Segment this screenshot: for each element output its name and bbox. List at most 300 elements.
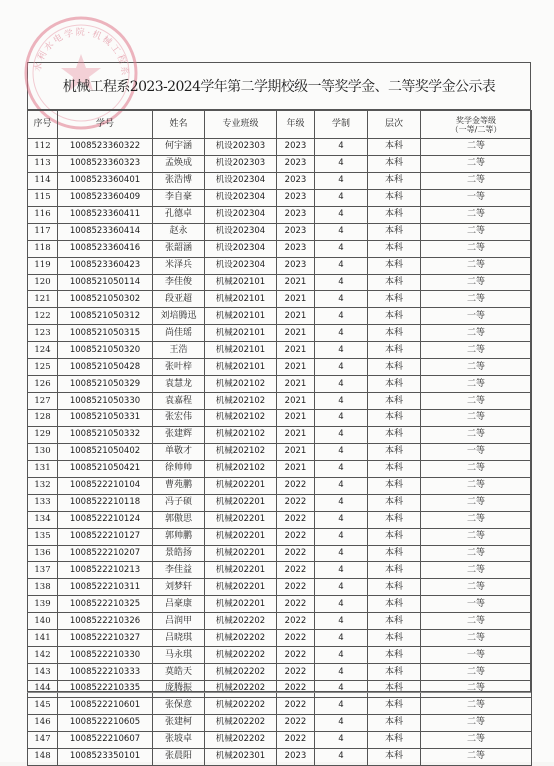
cell-index: 138 [28, 579, 58, 596]
cell-index: 129 [28, 426, 58, 443]
cell-class: 机械202101 [205, 308, 277, 325]
cell-index: 135 [28, 528, 58, 545]
cell-name: 郭傲思 [153, 511, 205, 528]
cell-award: 二等 [421, 731, 532, 748]
cell-name: 张保意 [153, 697, 205, 714]
cell-years: 4 [315, 562, 368, 579]
cell-index: 122 [28, 308, 58, 325]
cell-index: 136 [28, 545, 58, 562]
cell-years: 4 [315, 731, 368, 748]
cell-award: 二等 [421, 325, 532, 342]
cell-years: 4 [315, 443, 368, 460]
cell-name: 张建辉 [153, 426, 205, 443]
cell-years: 4 [315, 477, 368, 494]
cell-name: 张晨阳 [153, 748, 205, 765]
cell-class: 机械202102 [205, 376, 277, 393]
table-row [28, 139, 532, 156]
cell-years: 4 [315, 240, 368, 257]
table-row [28, 410, 532, 427]
cell-award: 二等 [421, 579, 532, 596]
cell-years: 4 [315, 291, 368, 308]
cell-class: 机械202201 [205, 511, 277, 528]
cell-years: 4 [315, 545, 368, 562]
cell-years: 4 [315, 172, 368, 189]
cell-award: 二等 [421, 528, 532, 545]
cell-class: 机械202102 [205, 426, 277, 443]
cell-level: 本科 [368, 291, 421, 308]
cell-student-id: 1008522210311 [58, 579, 153, 596]
cell-level: 本科 [368, 426, 421, 443]
cell-award: 二等 [421, 291, 532, 308]
cell-grade: 2021 [277, 376, 315, 393]
cell-name: 袁嘉程 [153, 393, 205, 410]
cell-class: 机设202303 [205, 139, 277, 156]
table-row [28, 697, 532, 714]
cell-award: 二等 [421, 274, 532, 291]
table-row [28, 443, 532, 460]
cell-class: 机械202201 [205, 545, 277, 562]
cell-years: 4 [315, 189, 368, 206]
cell-class: 机械202101 [205, 342, 277, 359]
cell-student-id: 1008522210327 [58, 630, 153, 647]
cell-name: 张宏伟 [153, 410, 205, 427]
cell-grade: 2022 [277, 647, 315, 664]
cell-grade: 2021 [277, 359, 315, 376]
cell-award: 二等 [421, 426, 532, 443]
cell-level: 本科 [368, 189, 421, 206]
cell-award: 二等 [421, 172, 532, 189]
cell-class: 机械202301 [205, 748, 277, 765]
cell-student-id: 1008522210325 [58, 596, 153, 613]
cell-grade: 2022 [277, 477, 315, 494]
table-row [28, 257, 532, 274]
cell-index: 144 [28, 681, 58, 698]
cell-student-id: 1008521050428 [58, 359, 153, 376]
cell-years: 4 [315, 511, 368, 528]
table-row [28, 681, 532, 698]
cell-class: 机械202202 [205, 697, 277, 714]
cell-level: 本科 [368, 647, 421, 664]
cell-award: 二等 [421, 748, 532, 765]
cell-name: 张建柯 [153, 714, 205, 731]
cell-award: 二等 [421, 460, 532, 477]
cell-grade: 2021 [277, 393, 315, 410]
header-index: 序号 [28, 111, 58, 139]
header-name: 姓名 [153, 111, 205, 139]
cell-student-id: 1008522210104 [58, 477, 153, 494]
cell-name: 庞腾振 [153, 681, 205, 698]
cell-years: 4 [315, 494, 368, 511]
cell-level: 本科 [368, 714, 421, 731]
cell-class: 机设202304 [205, 223, 277, 240]
cell-name: 景皓扬 [153, 545, 205, 562]
cell-student-id: 1008523360401 [58, 172, 153, 189]
cell-level: 本科 [368, 359, 421, 376]
table-row [28, 664, 532, 681]
cell-student-id: 1008521050315 [58, 325, 153, 342]
table-row [28, 596, 532, 613]
cell-index: 123 [28, 325, 58, 342]
cell-years: 4 [315, 714, 368, 731]
cell-index: 131 [28, 460, 58, 477]
cell-name: 莫皓天 [153, 664, 205, 681]
cell-grade: 2022 [277, 545, 315, 562]
cell-award: 二等 [421, 613, 532, 630]
table-row [28, 460, 532, 477]
table-row [28, 172, 532, 189]
table-row [28, 477, 532, 494]
cell-index: 121 [28, 291, 58, 308]
header-class: 专业班级 [205, 111, 277, 139]
table-header-row [28, 111, 532, 139]
cell-award: 二等 [421, 410, 532, 427]
table-row [28, 579, 532, 596]
cell-years: 4 [315, 325, 368, 342]
cell-index: 139 [28, 596, 58, 613]
cell-index: 141 [28, 630, 58, 647]
cell-class: 机械202201 [205, 562, 277, 579]
cell-years: 4 [315, 613, 368, 630]
cell-index: 137 [28, 562, 58, 579]
cell-student-id: 1008523360416 [58, 240, 153, 257]
cell-award: 一等 [421, 647, 532, 664]
cell-name: 吕晓琪 [153, 630, 205, 647]
cell-grade: 2022 [277, 681, 315, 698]
cell-grade: 2021 [277, 291, 315, 308]
cell-student-id: 1008522210330 [58, 647, 153, 664]
cell-level: 本科 [368, 630, 421, 647]
cell-grade: 2022 [277, 494, 315, 511]
cell-years: 4 [315, 257, 368, 274]
cell-index: 112 [28, 139, 58, 156]
cell-name: 袁慧龙 [153, 376, 205, 393]
cell-level: 本科 [368, 410, 421, 427]
cell-class: 机械202102 [205, 460, 277, 477]
cell-level: 本科 [368, 748, 421, 765]
cell-level: 本科 [368, 697, 421, 714]
table-row [28, 562, 532, 579]
cell-index: 117 [28, 223, 58, 240]
cell-grade: 2022 [277, 731, 315, 748]
cell-grade: 2023 [277, 240, 315, 257]
header-years: 学制 [315, 111, 368, 139]
cell-index: 143 [28, 664, 58, 681]
table-row [28, 308, 532, 325]
cell-index: 114 [28, 172, 58, 189]
cell-years: 4 [315, 206, 368, 223]
cell-student-id: 1008521050320 [58, 342, 153, 359]
cell-name: 孔德卓 [153, 206, 205, 223]
cell-student-id: 1008522210213 [58, 562, 153, 579]
cell-level: 本科 [368, 240, 421, 257]
cell-level: 本科 [368, 274, 421, 291]
cell-name: 马永琪 [153, 647, 205, 664]
cell-award: 一等 [421, 308, 532, 325]
cell-grade: 2022 [277, 664, 315, 681]
cell-class: 机械202202 [205, 664, 277, 681]
cell-grade: 2021 [277, 443, 315, 460]
cell-grade: 2023 [277, 155, 315, 172]
cell-student-id: 1008521050302 [58, 291, 153, 308]
cell-class: 机械202202 [205, 681, 277, 698]
cell-student-id: 1008522210601 [58, 697, 153, 714]
cell-award: 二等 [421, 342, 532, 359]
cell-years: 4 [315, 681, 368, 698]
cell-index: 113 [28, 155, 58, 172]
cell-class: 机设202304 [205, 189, 277, 206]
cell-index: 125 [28, 359, 58, 376]
table-row [28, 291, 532, 308]
cell-grade: 2022 [277, 562, 315, 579]
header-award-label: 奖学金等级 [456, 115, 496, 125]
cell-years: 4 [315, 528, 368, 545]
cell-student-id: 1008521050329 [58, 376, 153, 393]
cell-name: 徐帅帅 [153, 460, 205, 477]
cell-name: 张叶梓 [153, 359, 205, 376]
cell-index: 118 [28, 240, 58, 257]
cell-student-id: 1008521050330 [58, 393, 153, 410]
cell-name: 冯子硕 [153, 494, 205, 511]
cell-student-id: 1008523360323 [58, 155, 153, 172]
cell-grade: 2023 [277, 172, 315, 189]
cell-grade: 2022 [277, 630, 315, 647]
table-row [28, 393, 532, 410]
cell-level: 本科 [368, 393, 421, 410]
cell-award: 二等 [421, 630, 532, 647]
cell-award: 二等 [421, 494, 532, 511]
cell-class: 机设202304 [205, 206, 277, 223]
cell-level: 本科 [368, 494, 421, 511]
cell-years: 4 [315, 359, 368, 376]
cell-grade: 2023 [277, 223, 315, 240]
cell-award: 一等 [421, 443, 532, 460]
cell-class: 机械202101 [205, 359, 277, 376]
cell-level: 本科 [368, 562, 421, 579]
cell-grade: 2022 [277, 697, 315, 714]
cell-index: 140 [28, 613, 58, 630]
cell-level: 本科 [368, 257, 421, 274]
table-row [28, 155, 532, 172]
cell-award: 二等 [421, 681, 532, 698]
cell-level: 本科 [368, 206, 421, 223]
cell-grade: 2023 [277, 257, 315, 274]
table-row [28, 494, 532, 511]
cell-award: 二等 [421, 393, 532, 410]
cell-name: 赵永 [153, 223, 205, 240]
table-row [28, 714, 532, 731]
table-row [28, 223, 532, 240]
cell-index: 147 [28, 731, 58, 748]
cell-years: 4 [315, 155, 368, 172]
cell-class: 机械202101 [205, 325, 277, 342]
cell-index: 115 [28, 189, 58, 206]
cell-grade: 2021 [277, 325, 315, 342]
cell-grade: 2022 [277, 511, 315, 528]
cell-level: 本科 [368, 731, 421, 748]
cell-name: 米泽兵 [153, 257, 205, 274]
cell-index: 133 [28, 494, 58, 511]
cell-name: 张韶涵 [153, 240, 205, 257]
cell-level: 本科 [368, 545, 421, 562]
cell-index: 145 [28, 697, 58, 714]
cell-name: 段亚超 [153, 291, 205, 308]
page-bottom-line [27, 692, 531, 693]
cell-years: 4 [315, 223, 368, 240]
cell-level: 本科 [368, 460, 421, 477]
cell-class: 机设202304 [205, 240, 277, 257]
cell-grade: 2022 [277, 528, 315, 545]
cell-years: 4 [315, 630, 368, 647]
cell-years: 4 [315, 647, 368, 664]
cell-level: 本科 [368, 308, 421, 325]
cell-name: 单敬才 [153, 443, 205, 460]
table-row [28, 206, 532, 223]
table-row [28, 613, 532, 630]
cell-name: 孟焕成 [153, 155, 205, 172]
cell-grade: 2021 [277, 342, 315, 359]
cell-index: 120 [28, 274, 58, 291]
cell-award: 二等 [421, 376, 532, 393]
cell-class: 机械202201 [205, 579, 277, 596]
cell-award: 二等 [421, 155, 532, 172]
cell-class: 机械202202 [205, 714, 277, 731]
cell-grade: 2021 [277, 308, 315, 325]
cell-index: 148 [28, 748, 58, 765]
cell-years: 4 [315, 579, 368, 596]
cell-years: 4 [315, 342, 368, 359]
cell-name: 王浩 [153, 342, 205, 359]
cell-award: 二等 [421, 139, 532, 156]
cell-name: 李佳益 [153, 562, 205, 579]
cell-years: 4 [315, 274, 368, 291]
cell-name: 吕豪康 [153, 596, 205, 613]
cell-name: 张浩博 [153, 172, 205, 189]
cell-name: 尚佳瑶 [153, 325, 205, 342]
cell-grade: 2023 [277, 139, 315, 156]
cell-name: 李自豪 [153, 189, 205, 206]
cell-student-id: 1008522210333 [58, 664, 153, 681]
cell-years: 4 [315, 748, 368, 765]
cell-years: 4 [315, 664, 368, 681]
cell-years: 4 [315, 376, 368, 393]
cell-level: 本科 [368, 223, 421, 240]
table-row [28, 731, 532, 748]
cell-years: 4 [315, 410, 368, 427]
cell-student-id: 1008522210124 [58, 511, 153, 528]
table-row [28, 274, 532, 291]
cell-index: 116 [28, 206, 58, 223]
cell-level: 本科 [368, 325, 421, 342]
cell-award: 二等 [421, 257, 532, 274]
table-row [28, 426, 532, 443]
cell-student-id: 1008522210127 [58, 528, 153, 545]
cell-name: 何宇涵 [153, 139, 205, 156]
cell-award: 二等 [421, 562, 532, 579]
cell-student-id: 1008523360411 [58, 206, 153, 223]
cell-student-id: 1008522210607 [58, 731, 153, 748]
cell-level: 本科 [368, 172, 421, 189]
cell-award: 二等 [421, 697, 532, 714]
page-title: 机械工程系2023-2024学年第二学期校级一等奖学金、二等奖学金公示表 [27, 62, 531, 110]
cell-level: 本科 [368, 579, 421, 596]
cell-index: 142 [28, 647, 58, 664]
cell-student-id: 1008522210326 [58, 613, 153, 630]
cell-grade: 2023 [277, 189, 315, 206]
cell-award: 一等 [421, 189, 532, 206]
cell-index: 132 [28, 477, 58, 494]
cell-award: 二等 [421, 240, 532, 257]
cell-index: 119 [28, 257, 58, 274]
table-body [28, 139, 532, 766]
cell-grade: 2021 [277, 274, 315, 291]
svg-text:水利水电学院·机械工程系: 水利水电学院·机械工程系 [33, 27, 130, 78]
cell-grade: 2021 [277, 460, 315, 477]
cell-student-id: 1008522210605 [58, 714, 153, 731]
cell-student-id: 1008523360414 [58, 223, 153, 240]
cell-grade: 2022 [277, 579, 315, 596]
cell-years: 4 [315, 697, 368, 714]
cell-name: 吕润甲 [153, 613, 205, 630]
cell-award: 二等 [421, 223, 532, 240]
table-row [28, 630, 532, 647]
cell-student-id: 1008523360409 [58, 189, 153, 206]
header-level: 层次 [368, 111, 421, 139]
cell-award: 二等 [421, 206, 532, 223]
cell-years: 4 [315, 308, 368, 325]
header-grade: 年级 [277, 111, 315, 139]
cell-student-id: 1008523360322 [58, 139, 153, 156]
cell-class: 机设202303 [205, 155, 277, 172]
cell-index: 128 [28, 410, 58, 427]
cell-grade: 2023 [277, 206, 315, 223]
cell-years: 4 [315, 596, 368, 613]
cell-class: 机械202101 [205, 274, 277, 291]
cell-class: 机械202202 [205, 647, 277, 664]
cell-class: 机械202202 [205, 630, 277, 647]
cell-name: 郭帅鹏 [153, 528, 205, 545]
cell-award: 二等 [421, 714, 532, 731]
cell-class: 机械202202 [205, 731, 277, 748]
cell-class: 机械202201 [205, 528, 277, 545]
scholarship-table [27, 110, 532, 766]
cell-index: 127 [28, 393, 58, 410]
cell-award: 二等 [421, 359, 532, 376]
cell-level: 本科 [368, 664, 421, 681]
table-row [28, 342, 532, 359]
cell-student-id: 1008521050421 [58, 460, 153, 477]
cell-years: 4 [315, 426, 368, 443]
cell-grade: 2023 [277, 748, 315, 765]
cell-class: 机械202102 [205, 410, 277, 427]
cell-grade: 2021 [277, 426, 315, 443]
cell-name: 刘梦轩 [153, 579, 205, 596]
cell-student-id: 1008521050312 [58, 308, 153, 325]
cell-level: 本科 [368, 596, 421, 613]
cell-grade: 2022 [277, 596, 315, 613]
cell-index: 124 [28, 342, 58, 359]
header-award-sub: （一等/二等） [450, 124, 502, 134]
table-row [28, 748, 532, 765]
cell-class: 机械202102 [205, 443, 277, 460]
cell-student-id: 1008522210118 [58, 494, 153, 511]
cell-student-id: 1008521050114 [58, 274, 153, 291]
cell-grade: 2022 [277, 714, 315, 731]
cell-index: 126 [28, 376, 58, 393]
table-row [28, 359, 532, 376]
cell-class: 机械202202 [205, 613, 277, 630]
table-row [28, 511, 532, 528]
cell-name: 张坡卓 [153, 731, 205, 748]
